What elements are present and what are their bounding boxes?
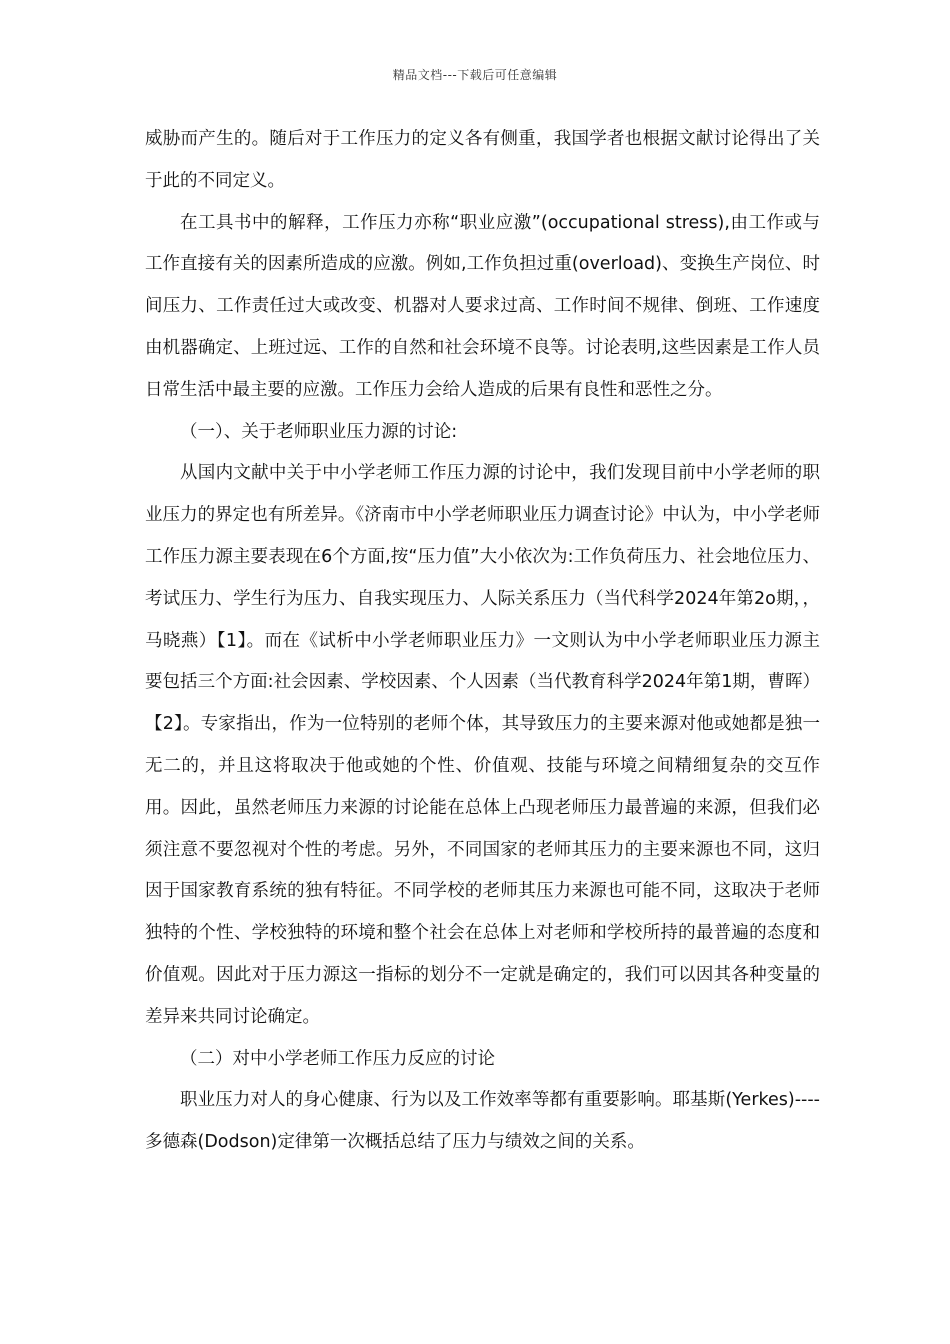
page-header: 精品文档---下载后可任意编辑	[392, 68, 558, 82]
paragraph-yerkes-dodson: 职业压力对人的身心健康、行为以及工作效率等都有重要影响。耶基斯(Yerkes)----多德森(Dodson)定律第一次概括总结了压力与绩效之间的关系。	[145, 1090, 820, 1153]
paragraph-occupational-stress: 在工具书中的解释，工作压力亦称“职业应激”(occupational stress),由工作或与工作直接有关的因素所造成的应激。例如,工作负担过重(overload)、变换生产岗位、时间压力、工作责任过大或改变、机器对人要求过高、工作时间不规律、倒班、工作速度由机器确定、上班过远、工作的自然和社会环境不良等。讨论表明,这些因素是工作人员日常生活中最主要的应激。工作压力会给人造成的后果有良性和恶性之分。	[145, 212, 820, 400]
document-body	[145, 119, 820, 1164]
paragraph-stress-sources: 从国内文献中关于中小学老师工作压力源的讨论中，我们发现目前中小学老师的职业压力的界定也有所差异。《济南市中小学老师职业压力调查讨论》中认为，中小学老师工作压力源主要表现在6个方面,按“压力值”大小依次为:工作负荷压力、社会地位压力、考试压力、学生行为压力、自我实现压力、人际关系压力（当代科学2024年第2o期，，马晓燕）【1】。而在《试析中小学老师职业压力》一文则认为中小学老师职业压力源主要包括三个方面:社会因素、学校因素、个人因素（当代教育科学2024年第1期，曹晖）【2】。专家指出，作为一位特别的老师个体，其导致压力的主要来源对他或她都是独一无二的，并且这将取决于他或她的个性、价值观、技能与环境之间精细复杂的交互作用。因此，虽然老师压力来源的讨论能在总体上凸现老师压力最普遍的来源，但我们必须注意不要忽视对个性的考虑。另外，不同国家的老师其压力的主要来源也不同，这归因于国家教育系统的独有特征。不同学校的老师其压力来源也可能不同，这取决于老师独特的个性、学校独特的环境和整个社会在总体上对老师和学校所持的最普遍的态度和价值观。因此对于压力源这一指标的划分不一定就是确定的，我们可以因其各种变量的差异来共同讨论确定。	[145, 463, 820, 1027]
paragraph-threat-definition: 威胁而产生的。随后对于工作压力的定义各有侧重，我国学者也根据文献讨论得出了关于此的不同定义。	[145, 129, 820, 191]
section-heading-stress-response: （二）对中小学老师工作压力反应的讨论	[180, 1048, 495, 1069]
section-heading-stress-sources: （一）、关于老师职业压力源的讨论:	[180, 421, 458, 442]
